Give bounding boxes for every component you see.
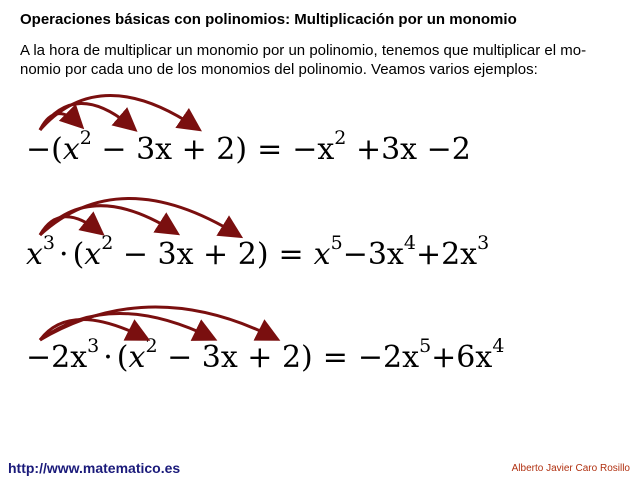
ex1-left: $-(x^2 - 3x + 2)$ — [26, 127, 248, 167]
footer-url-link[interactable]: http://www.matematico.es — [8, 460, 181, 476]
ex1-term-2: +3x — [355, 132, 418, 167]
ex1-term-1: $-x^2$ — [292, 127, 347, 167]
ex2-term-2: $-3x^4$ — [342, 232, 416, 272]
ex3-arrow-2 — [40, 313, 212, 340]
ex3-term-1: $-2x^5$ — [357, 335, 432, 375]
ex2-term-1: $x^5$ — [313, 232, 343, 272]
intro-line-2: nomio por cada uno de los monomios del polinomio. Veamos varios ejemplos: — [20, 61, 538, 78]
footer-author: Alberto Javier Caro Rosillo — [511, 463, 630, 474]
ex2-term-3: $+2x^3$ — [415, 232, 490, 272]
intro-line-1: A la hora de multiplicar un monomio por un polinomio, tenemos que multiplicar el mo- — [20, 42, 587, 59]
ex2-arrow-2 — [40, 206, 175, 235]
example-1-equation: $-(x^2 - 3x + 2) = -x^2 +3x -2$ — [26, 127, 471, 167]
example-2-equation: $x^3 \cdot (x^2 - 3x + 2) = x^5-3x^4+2x^3$ — [26, 232, 490, 272]
ex1-arrow-1 — [40, 114, 80, 130]
example-3-equation: $-2x^3 \cdot (x^2 - 3x + 2) = -2x^5+6x^4$ — [26, 335, 505, 375]
ex3-term-2: $+6x^4$ — [431, 335, 505, 375]
ex1-arrow-3 — [40, 95, 197, 130]
intro-paragraph — [20, 41, 630, 79]
ex1-term-3: −2 — [426, 132, 471, 167]
page-title: Operaciones básicas con polinomios: Multiplicación por un monomio — [20, 11, 517, 28]
ex3-left: $-2x^3 \cdot (x^2 - 3x + 2)$ — [26, 335, 313, 375]
ex2-left: $x^3 \cdot (x^2 - 3x + 2)$ — [26, 232, 269, 272]
ex2-arrow-3 — [40, 199, 238, 236]
